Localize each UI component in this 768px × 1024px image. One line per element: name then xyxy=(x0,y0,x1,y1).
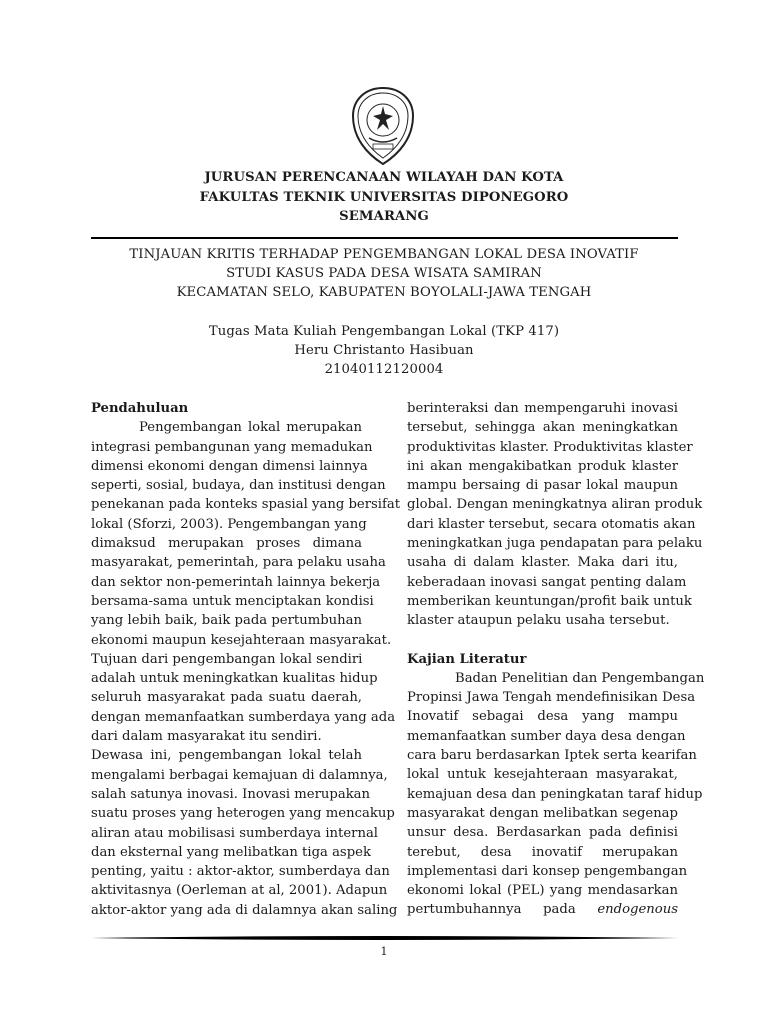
body-text-line: yang lebih baik, baik pada pertumbuhan xyxy=(91,613,362,629)
body-text-line: ini akan mengakibatkan produk klaster xyxy=(407,458,678,474)
body-text-line: Dewasa ini, pengembangan lokal telah xyxy=(91,748,362,764)
section-heading-pendahuluan: Pendahuluan xyxy=(91,401,189,416)
body-text-line: global. Dengan meningkatnya aliran produk xyxy=(407,497,703,513)
section-heading-kajian-literatur: Kajian Literatur xyxy=(407,651,527,667)
body-text-line: Pengembangan lokal merupakan xyxy=(139,420,362,436)
paper-title-line-3: KECAMATAN SELO, KABUPATEN BOYOLALI-JAWA TENGAH xyxy=(176,285,592,300)
body-text-line: dimaksud merupakan proses dimana xyxy=(91,536,362,552)
student-id: 21040112120004 xyxy=(324,362,444,377)
body-text-line: keberadaan inovasi sangat penting dalam xyxy=(407,574,687,590)
body-text-line: Badan Penelitian dan Pengembangan xyxy=(455,670,705,686)
faculty-name: FAKULTAS TEKNIK UNIVERSITAS DIPONEGORO xyxy=(199,190,569,205)
body-text-line: aktivitasnya (Oerleman at al, 2001). Adapun xyxy=(91,883,388,899)
right-column-body-top xyxy=(407,399,703,631)
body-text-fragment: pertumbuhannya pada xyxy=(407,902,576,918)
body-text-line: suatu proses yang heterogen yang mencakup xyxy=(91,806,395,822)
paper-title-line-1: TINJAUAN KRITIS TERHADAP PENGEMBANGAN LOKAL DESA INOVATIF xyxy=(129,247,639,262)
body-text-line: usaha di dalam klaster. Maka dari itu, xyxy=(407,555,678,571)
body-text-line xyxy=(407,900,678,919)
body-text-line: penekanan pada konteks spasial yang bersifat xyxy=(91,497,401,513)
body-text-line: memberikan keuntungan/profit baik untuk xyxy=(407,593,692,609)
body-text-line: masyarakat, pemerintah, para pelaku usaha xyxy=(91,555,386,571)
department-name: JURUSAN PERENCANAAN WILAYAH DAN KOTA xyxy=(204,170,564,185)
body-text-line: masyarakat dengan melibatkan segenap xyxy=(407,805,678,821)
body-text-line: cara baru berdasarkan Iptek serta kearifan xyxy=(407,748,697,764)
body-text-line: berinteraksi dan mempengaruhi inovasi xyxy=(407,401,678,416)
body-text-line: unsur desa. Berdasarkan pada definisi xyxy=(407,825,678,841)
university-seal-logo xyxy=(349,86,417,166)
header-divider xyxy=(91,237,678,239)
body-text-line: produktivitas klaster. Produktivitas klaster xyxy=(407,439,693,455)
body-text-line: tersebut, sehingga akan meningkatkan xyxy=(407,420,678,436)
body-text-line: seluruh masyarakat pada suatu daerah, xyxy=(91,690,362,706)
body-text-line: ekonomi lokal (PEL) yang mendasarkan xyxy=(407,883,678,899)
body-text-line: meningkatkan juga pendapatan para pelaku xyxy=(407,536,703,552)
body-text-line: lokal untuk kesejahteraan masyarakat, xyxy=(407,767,678,783)
city-name: SEMARANG xyxy=(339,209,429,224)
author-name: Heru Christanto Hasibuan xyxy=(294,343,474,358)
body-text-line: kemajuan desa dan peningkatan taraf hidup xyxy=(407,786,703,802)
body-text-line: dari dalam masyarakat itu sendiri. xyxy=(91,729,322,745)
body-text-line: dengan memanfaatkan sumberdaya yang ada xyxy=(91,709,396,725)
body-text-line: mampu bersaing di pasar lokal maupun xyxy=(407,478,678,494)
body-text-line: aliran atau mobilisasi sumberdaya internal xyxy=(91,825,379,841)
body-text-line: mengalami berbagai kemajuan di dalamnya, xyxy=(91,767,388,783)
right-column xyxy=(407,399,705,920)
body-text-line: salah satunya inovasi. Inovasi merupakan xyxy=(91,786,371,802)
body-text-line: Tujuan dari pengembangan lokal sendiri xyxy=(91,651,363,667)
footer-divider xyxy=(91,935,678,941)
body-text-line: klaster ataupun pelaku usaha tersebut. xyxy=(407,613,670,629)
page-number: 1 xyxy=(380,945,388,958)
body-text-line: memanfaatkan sumber daya desa dengan xyxy=(407,728,686,744)
body-text-line: seperti, sosial, budaya, dan institusi dengan xyxy=(91,478,386,494)
body-text-line: aktor-aktor yang ada di dalamnya akan saling xyxy=(91,902,398,918)
body-text-line: dan eksternal yang melibatkan tiga aspek xyxy=(91,844,371,860)
course-name: Tugas Mata Kuliah Pengembangan Lokal (TKP 417) xyxy=(208,324,560,339)
paper-title-line-2: STUDI KASUS PADA DESA WISATA SAMIRAN xyxy=(226,266,542,281)
body-text-line: ekonomi maupun kesejahteraan masyarakat. xyxy=(91,632,392,648)
body-text-line: dan sektor non-pemerintah lainnya bekerja xyxy=(91,574,381,590)
body-text-line: Propinsi Jawa Tengah mendefinisikan Desa xyxy=(407,690,696,706)
body-text-line: implementasi dari konsep pengembangan xyxy=(407,863,688,879)
body-text-line: adalah untuk meningkatkan kualitas hidup xyxy=(91,671,378,687)
body-text-line: integrasi pembangunan yang memadukan xyxy=(91,439,373,455)
body-text-line: terebut, desa inovatif merupakan xyxy=(407,844,678,860)
body-text-line: bersama-sama untuk menciptakan kondisi xyxy=(91,593,374,609)
body-text-line: dimensi ekonomi dengan dimensi lainnya xyxy=(91,458,368,474)
body-text-line: penting, yaitu : aktor-aktor, sumberdaya dan xyxy=(91,864,390,880)
left-column xyxy=(91,399,401,920)
left-column-body xyxy=(91,418,401,920)
body-text-line: lokal (Sforzi, 2003). Pengembangan yang xyxy=(91,516,367,532)
right-column-body-bottom xyxy=(407,669,705,920)
body-text-line: Inovatif sebagai desa yang mampu xyxy=(407,709,678,725)
italic-term: endogenous xyxy=(597,902,678,918)
body-text-line: dari klaster tersebut, secara otomatis akan xyxy=(407,516,696,532)
